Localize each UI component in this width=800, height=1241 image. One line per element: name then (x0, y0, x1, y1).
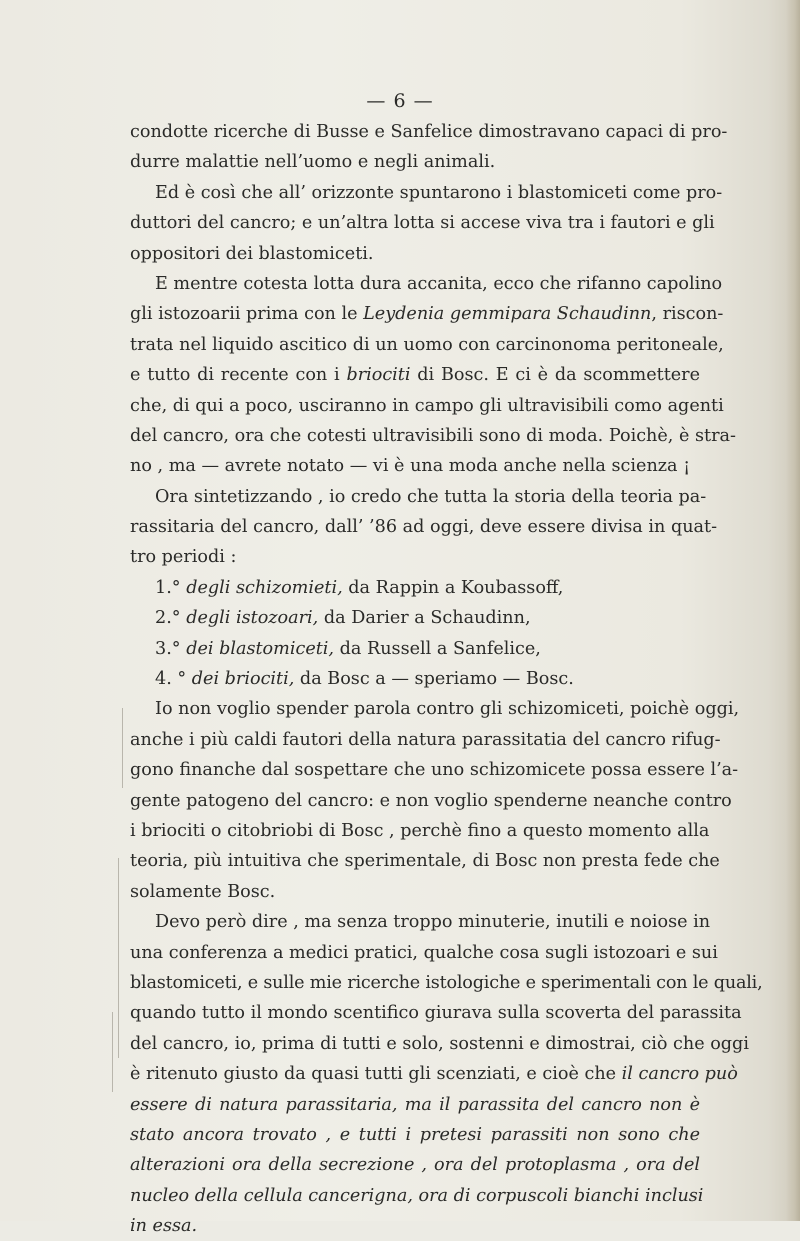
text-line: in essa. (130, 1216, 198, 1237)
text-line: essere di natura parassitaria, ma il parassita del cancro non è (130, 1094, 700, 1115)
text-line: oppositori dei blastomiceti. (130, 243, 374, 264)
margin-line (112, 1012, 113, 1092)
italic-term: briociti (346, 365, 411, 386)
text-line: stato ancora trovato , e tutti i pretesi parassiti non sono che (130, 1124, 700, 1145)
text-line: i briociti o citobriobi di Bosc , perchè fino a questo momento alla (130, 820, 710, 841)
text-line: blastomiceti, e sulle mie ricerche istologiche e sperimentali con le quali, (130, 972, 763, 993)
margin-line (118, 858, 119, 1058)
text-line: che, di qui a poco, usciranno in campo gli ultravisibili como agenti (130, 395, 724, 416)
list-item: 4. ° dei briociti, da Bosc a — speriamo — Bosc. (155, 669, 574, 690)
text-line: durre malattie nell’uomo e negli animali. (130, 152, 496, 173)
text-line: trata nel liquido ascitico di un uomo con carcinonoma peritoneale, (130, 334, 724, 355)
text-line: e tutto di recente con i briociti di Bosc. E ci è da scommettere (130, 365, 700, 386)
text-line: del cancro, io, prima di tutti e solo, sostenni e dimostrai, ciò che oggi (130, 1033, 749, 1054)
list-item: 3.° dei blastomiceti, da Russell a Sanfelice, (155, 638, 541, 659)
body-text (130, 117, 763, 1241)
text-line: tro periodi : (130, 547, 237, 568)
italic-thesis: il cancro può (621, 1064, 738, 1085)
text-line: Io non voglio spender parola contro gli schizomiceti, poichè oggi, (155, 699, 740, 720)
text-line: condotte ricerche di Busse e Sanfelice dimostravano capaci di pro- (130, 122, 728, 142)
text-line: gente patogeno del cancro: e non voglio spenderne neanche contro (130, 790, 732, 811)
text-line: quando tutto il mondo scentifico giurava sulla scoverta del parassita (130, 1003, 742, 1024)
text-line: Ed è così che all’ orizzonte spuntarono i blastomiceti come pro- (155, 182, 723, 203)
text-line: anche i più caldi fautori della natura parassitatia del cancro rifug- (130, 729, 721, 750)
text-line: Devo però dire , ma senza troppo minuterie, inutili e noiose in (155, 912, 711, 933)
text-line: è ritenuto giusto da quasi tutti gli scenziati, e cioè che il cancro può (130, 1064, 738, 1085)
text-line: no , ma — avrete notato — vi è una moda anche nella scienza ¡ (130, 456, 691, 477)
text-line: rassitaria del cancro, dall’ ’86 ad oggi, deve essere divisa in quat- (130, 517, 718, 538)
text-line: gli istozoarii prima con le Leydenia gemmipara Schaudinn, riscon- (130, 304, 724, 325)
margin-line (122, 708, 123, 788)
text-line: solamente Bosc. (130, 881, 276, 902)
text-line: duttori del cancro; e un’altra lotta si accese viva tra i fautori e gli (130, 213, 715, 234)
list-item: 2.° degli istozoari, da Darier a Schaudinn, (155, 608, 531, 629)
text-line: del cancro, ora che cotesti ultravisibili sono di moda. Poichè, è stra- (130, 425, 736, 446)
text-line: nucleo della cellula cancerigna, ora di corpuscoli bianchi inclusi (130, 1185, 704, 1206)
page-edge-shadow (786, 0, 800, 1221)
italic-species-name: Leydenia gemmipara Schaudinn (363, 304, 652, 325)
text-line: alterazioni ora della secrezione , ora del protoplasma , ora del (130, 1155, 700, 1176)
text-line: gono finanche dal sospettare che uno schizomicete possa essere l’a- (130, 760, 739, 781)
page-number: — 6 — (366, 90, 434, 112)
text-line: teoria, più intuitiva che sperimentale, di Bosc non presta fede che (130, 851, 720, 872)
text-line: Ora sintetizzando , io credo che tutta la storia della teoria pa- (155, 486, 707, 507)
text-line: E mentre cotesta lotta dura accanita, ecco che rifanno capolino (155, 273, 723, 294)
text-line: una conferenza a medici pratici, qualche cosa sugli istozoari e sui (130, 942, 718, 963)
list-item: 1.° degli schizomieti, da Rappin a Koubassoff, (155, 577, 564, 598)
